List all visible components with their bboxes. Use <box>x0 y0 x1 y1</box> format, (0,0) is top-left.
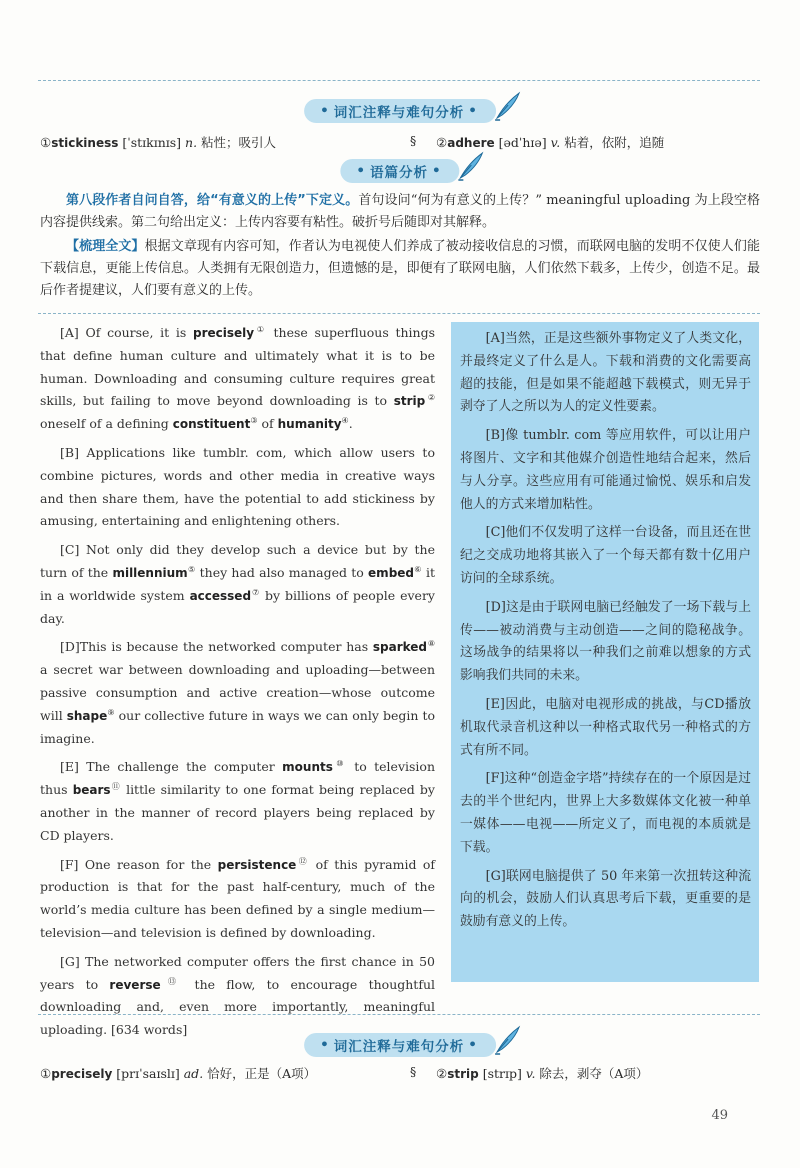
vocab-notes-banner: • 词汇注释与难句分析 • <box>304 1033 496 1057</box>
translation-b: [B]像 tumblr. com 等应用软件，可以让用户将图片、文字和其他媒介创造性地结合起来，然后与人分享。这些应用有可能通过愉悦、娱乐和启发他人的方式来增加粘性。 <box>460 428 751 512</box>
translation-c: [C]他们不仅发明了这样一台设备，而且还在世纪之交成功地将其嵌入了一个每天都有数十亿用户访问的全球系统。 <box>460 525 751 586</box>
vocab-entry: ①precisely [prɪˈsaɪslɪ] ad. 恰好，正是（A项） <box>40 1066 317 1081</box>
translation-a: [A]当然，正是这些额外事物定义了人类文化，并最终定义了什么是人。下载和消费的文化需要高超的技能，但是如果不能超越下载模式，则无异于剥夺了人之所以为人的定义性要素。 <box>460 331 751 415</box>
paragraph-e: [E] The challenge the computer mounts⑩ to television thus bears⑪ little similarity to one format being replaced by another in the manner of record players being replaced by CD players. <box>40 759 435 843</box>
vocab-entry: ②adhere [ədˈhɪə] v. 粘着，依附，追随 <box>436 135 665 150</box>
summary-paragraph: 【梳理全文】根据文章现有内容可知，作者认为电视使人们养成了被动接收信息的习惯，而联网电脑的发明不仅使人们能下载信息，更能上传信息。人类拥有无限创造力，但遗憾的是，即便有了联网电脑，人们依然下载多，上传少，创造不足。最后作者提建议，人们要有意义的上传。 <box>40 239 760 298</box>
translation-d: [D]这是由于联网电脑已经触发了一场下载与上传——被动消费与主动创造——之间的隐秘战争。这场战争的结果将以一种我们之前难以想象的方式影响我们共同的未来。 <box>460 599 751 684</box>
paragraph-d: [D]This is because the networked computer has sparked⑧ a secret war between downloading and uploading—between passive consumption and active creation—whose outcome will shape⑨ our collective future in ways we can only begin to imagine. <box>40 639 435 746</box>
paragraph-g: [G] The networked computer offers the first chance in 50 years to reverse⑬ the flow, to encourage thoughtful downloading and, even more importantly, meaningful uploading. [634 words] <box>40 953 435 1038</box>
paragraph-b: [B] Applications like tumblr. com, which allow users to combine pictures, words and other media in creative ways and then share them, have the potential to add stickiness by amusing, entertaining and enlightening others. <box>40 444 435 529</box>
analysis-paragraph: 第八段作者自问自答，给“有意义的上传”下定义。首句设问“何为有意义的上传？” meaningful uploading 为上段空格内容提供线索。第二句给出定义：上传内容要有粘性。破折号后随即对其解释。 <box>40 193 760 230</box>
quill-icon <box>458 151 486 181</box>
section-divider <box>38 313 760 314</box>
vocab-entry: ②strip [strɪp] v. 除去，剥夺（A项） <box>436 1066 649 1081</box>
translation-g: [G]联网电脑提供了 50 年来第一次扭转这种流向的机会，鼓励人们认真思考后下载，更重要的是鼓励有意义的上传。 <box>460 868 751 930</box>
banner-title: 词汇注释与难句分析 <box>333 1039 465 1055</box>
page-number: 49 <box>711 1108 728 1123</box>
banner-title: 词汇注释与难句分析 <box>333 105 465 121</box>
paragraph-f: [F] One reason for the persistence⑫ of this pyramid of production is that for the past half-century, much of the world’s media culture has been defined by a single medium—television—and television is defined by downloading. <box>40 856 436 940</box>
quill-icon <box>494 91 522 121</box>
text-analysis-banner: • 语篇分析 • <box>340 159 459 183</box>
separator-symbol: § <box>410 1064 417 1079</box>
quill-icon <box>494 1025 522 1055</box>
banner-title: 语篇分析 <box>370 165 428 181</box>
vocab-line-bottom <box>40 1064 760 1084</box>
paragraph-a: [A] Of course, it is precisely① these superfluous things that define human culture and ultimately what it is to be human. Downloading and consuming culture requires great skills, but failing to move beyond downloading is to strip② oneself of a defining constituent③ of humanity④. <box>40 325 436 432</box>
translation-e: [E]因此，电脑对电视形成的挑战，与CD播放机取代录音机这种以一种格式取代另一种格式的方式有所不同。 <box>460 696 751 758</box>
paragraph-c: [C] Not only did they develop such a device but by the turn of the millennium⑤ they had also managed to embed⑥ it in a worldwide system accessed⑦ by billions of people every day. <box>40 542 435 626</box>
vocab-entry: ①stickiness [ˈstɪkɪnɪs] n. 粘性；吸引人 <box>40 135 277 150</box>
translation-f: [F]这种“创造金字塔”持续存在的一个原因是过去的半个世纪内，世界上大多数媒体文化被一种单一媒体——电视——所定义了，而电视的本质就是下载。 <box>460 771 751 855</box>
bottom-divider <box>38 1014 760 1015</box>
vocab-notes-banner: • 词汇注释与难句分析 • <box>304 99 496 123</box>
english-passage <box>40 322 435 1048</box>
chinese-translation-box <box>451 322 759 982</box>
top-divider <box>38 80 760 81</box>
separator-symbol: § <box>410 133 417 148</box>
vocab-line-top <box>40 133 760 153</box>
